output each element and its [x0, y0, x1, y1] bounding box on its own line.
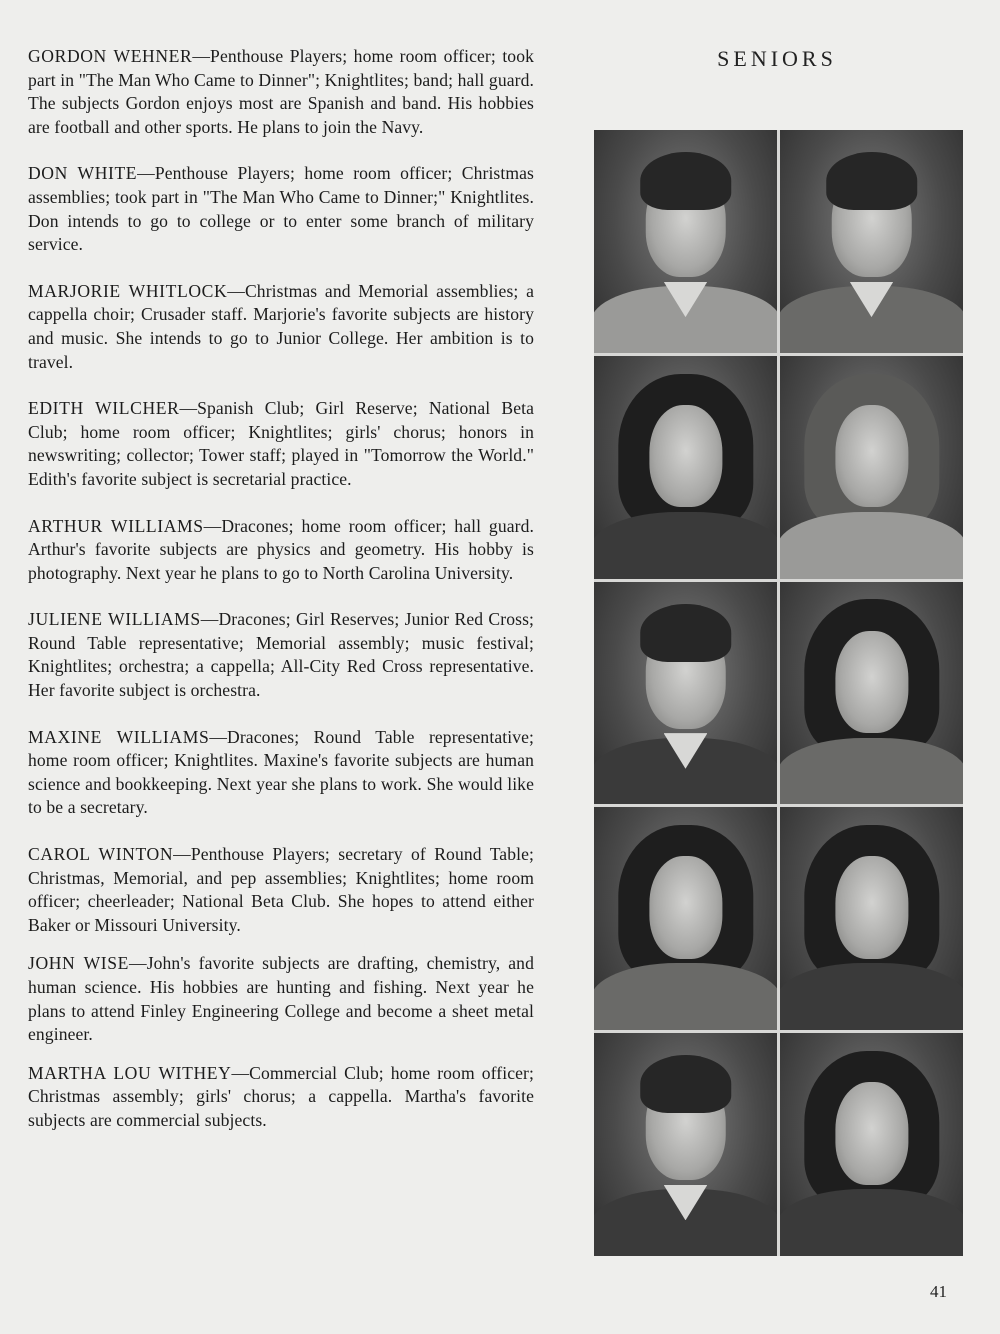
portrait-photo	[780, 130, 963, 353]
bio-gordon-wehner	[28, 45, 534, 139]
bio-juliene-williams	[28, 608, 534, 702]
portrait-photo	[594, 356, 777, 579]
bio-maxine-williams	[28, 726, 534, 820]
bio-name: JOHN WISE	[28, 953, 129, 974]
bio-martha-lou-withey	[28, 1062, 534, 1133]
bio-edith-wilcher	[28, 397, 534, 491]
bio-name: MAXINE WILLIAMS	[28, 726, 210, 747]
portrait-photo	[780, 356, 963, 579]
section-title: SENIORS	[717, 46, 837, 71]
bio-text: —Penthouse Players; home room officer; Christmas assemblies; took part in "The Man Who Came to Dinner;" Knightlites. Don intends to go to college or to enter some branch of military service.	[28, 163, 535, 255]
portrait-photo	[594, 1033, 777, 1256]
bio-text: —Dracones; Round Table representative; home room officer; Knightlites. Maxine's favorite subjects are human science and bookkeeping. Next year she plans to work. She would like to be a secretary.	[28, 726, 534, 818]
bio-name: GORDON WEHNER	[28, 46, 193, 66]
portrait-photo	[594, 807, 777, 1030]
portrait-photo	[594, 582, 777, 805]
bio-name: MARJORIE WHITLOCK	[28, 280, 228, 301]
portrait-photo	[594, 130, 777, 353]
bio-text: —Penthouse Players; home room officer; took part in "The Man Who Came to Dinner"; Knightlites; band; hall guard. The subjects Gordon enjoys most are Spanish and band. His hobbies are football and other sports. He plans to join the Navy.	[28, 46, 534, 137]
page-number: 41	[930, 1282, 947, 1301]
portrait-photo	[780, 582, 963, 805]
bio-arthur-williams	[28, 515, 534, 586]
bio-carol-winton	[28, 843, 534, 937]
bio-list	[28, 45, 534, 1133]
bio-text: —Dracones; home room officer; hall guard. Arthur's favorite subjects are physics and geometry. His hobby is photography. Next year he plans to go to North Carolina University.	[28, 515, 534, 583]
bio-name: EDITH WILCHER	[28, 398, 180, 419]
bio-text: —Christmas and Memorial assemblies; a cappella choir; Crusader staff. Marjorie's favorite subjects are history and music. She intends to go to Junior College. Her ambition is to travel.	[28, 280, 534, 372]
bio-text: —Penthouse Players; secretary of Round Table; Christmas, Memorial, and pep assemblies; Knightlites; home room officer; cheerleader; National Beta Club. She hopes to attend either Baker or Missouri University.	[28, 844, 534, 935]
bio-name: MARTHA LOU WITHEY	[28, 1062, 232, 1083]
portrait-photo	[780, 807, 963, 1030]
bio-text: —Commercial Club; home room officer; Christmas assembly; girls' chorus; a cappella. Martha's favorite subjects are commercial subjects.	[28, 1062, 534, 1130]
bio-john-wise	[28, 952, 534, 1046]
bio-name: JULIENE WILLIAMS	[28, 609, 201, 630]
bio-name: DON WHITE	[28, 163, 138, 184]
portrait-grid	[594, 130, 963, 1256]
portrait-photo	[780, 1033, 963, 1256]
bio-don-white	[28, 162, 534, 256]
bio-text: —Dracones; Girl Reserves; Junior Red Cross; Round Table representative; Memorial assembly; music festival; Knightlites; orchestra; a cappella; All-City Red Cross representative. Her favorite subject is orchestra.	[28, 609, 534, 701]
bio-text: —Spanish Club; Girl Reserve; National Beta Club; home room officer; Knightlites; girls' chorus; honors in newswriting; collector; Tower staff; played in "Tomorrow the World." Edith's favorite subject is secretarial practice.	[28, 398, 535, 489]
bio-marjorie-whitlock	[28, 280, 534, 374]
bio-name: ARTHUR WILLIAMS	[28, 515, 204, 536]
bio-name: CAROL WINTON	[28, 844, 174, 865]
bio-text: —John's favorite subjects are drafting, chemistry, and human science. His hobbies are hunting and fishing. Next year he plans to attend Finley Engineering College and become a sheet metal engineer.	[28, 953, 534, 1045]
